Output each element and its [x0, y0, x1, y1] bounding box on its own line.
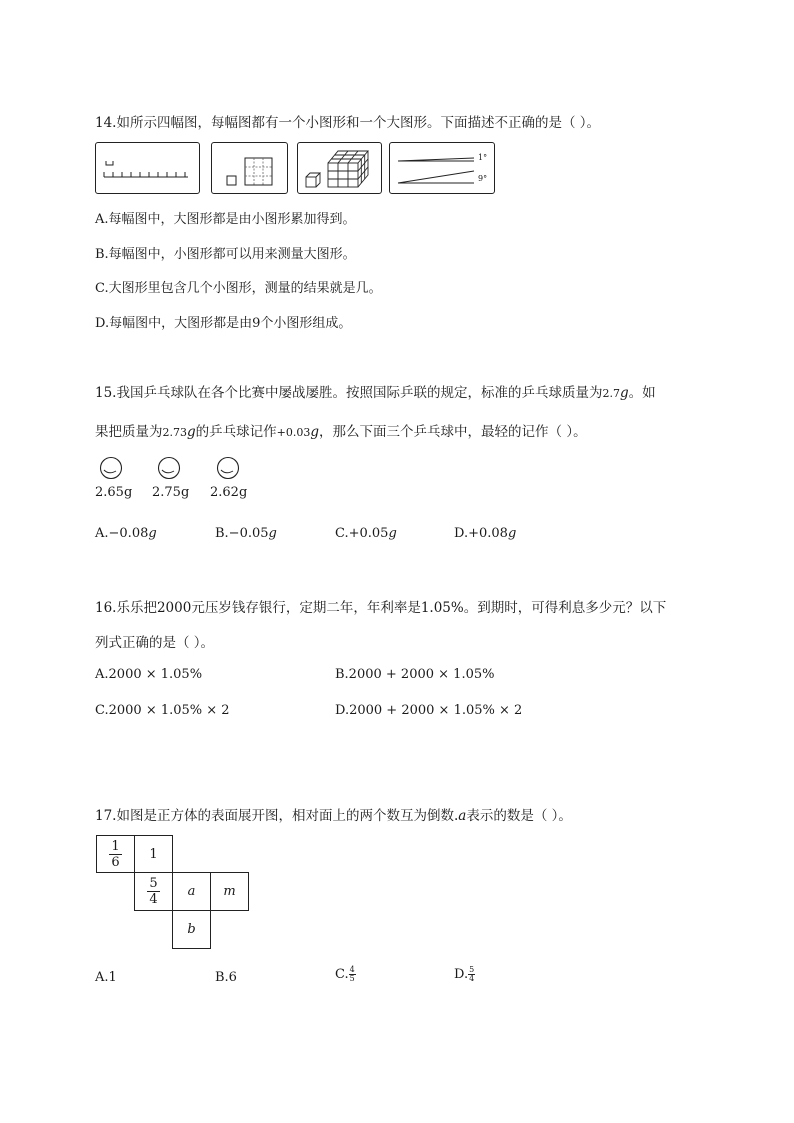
q15-option-c: C.+0.05g — [335, 526, 397, 541]
ruler-icon — [96, 143, 199, 193]
q17-option-c: C. $\frac{4}{5}$ — [335, 965, 355, 983]
q15-option-b: B.−0.05g — [215, 526, 277, 541]
q16-option-d: D.2000 + 2000 × 1.05% × 2 — [335, 703, 523, 718]
ball-mass-3: 2.62g — [210, 485, 248, 500]
q16-stem-line1: 16.乐乐把2000元压岁钱存银行，定期二年，年利率是1.05%。到期时，可得利息多少元？以下 — [95, 600, 667, 616]
angle-label-big: 9° — [478, 174, 488, 183]
q15-stem-line2: 果把质量为2.73g的乒乓球记作+0.03g，那么下面三个乒乓球中，最轻的记作（ ）。 — [95, 424, 587, 440]
q16-option-a: A.2000 × 1.05% — [95, 667, 203, 682]
angle-label-small: 1° — [478, 153, 488, 162]
q15-option-d: D.+0.08g — [454, 526, 517, 541]
q14-figure-volume — [297, 142, 382, 194]
ping-pong-ball-icon — [157, 456, 181, 480]
q17-option-a: A.1 — [95, 970, 117, 985]
net-cell-five-fourths: $\frac{5}{4}$ — [134, 872, 173, 911]
net-cell-m: m — [210, 872, 249, 911]
q16-option-c: C.2000 × 1.05% × 2 — [95, 703, 230, 718]
cube-stack-icon — [298, 143, 381, 193]
ball-mass-2: 2.75g — [152, 485, 190, 500]
ping-pong-ball-icon — [216, 456, 240, 480]
q14-option-c: C.大图形里包含几个小图形，测量的结果就是几。 — [95, 281, 382, 296]
q15-option-a: A.−0.08g — [95, 526, 157, 541]
area-grid-icon — [212, 143, 287, 193]
ping-pong-ball-icon — [99, 456, 123, 480]
q16-option-b: B.2000 + 2000 × 1.05% — [335, 667, 495, 682]
q17-stem: 17.如图是正方体的表面展开图，相对面上的两个数互为倒数.a表示的数是（ ）。 — [95, 808, 572, 824]
q14-figure-angle — [389, 142, 495, 194]
angle-icon — [390, 143, 494, 193]
q14-option-d: D.每幅图中，大图形都是由9个小图形组成。 — [95, 316, 352, 331]
net-cell-b: b — [172, 910, 211, 949]
q14-option-a: A.每幅图中，大图形都是由小图形累加得到。 — [95, 212, 356, 227]
q14-figure-ruler — [95, 142, 200, 194]
net-cell-one: 1 — [134, 835, 173, 873]
q14-stem: 14.如所示四幅图，每幅图都有一个小图形和一个大图形。下面描述不正确的是（ ）。 — [95, 115, 601, 131]
ball-mass-1: 2.65g — [95, 485, 133, 500]
q17-option-b: B.6 — [215, 970, 237, 985]
net-cell-one-sixth: $\frac{1}{6}$ — [96, 835, 135, 873]
q15-stem-line1: 15.我国乒乓球队在各个比赛中屡战屡胜。按照国际乒联的规定，标准的乒乓球质量为2.7g。如 — [95, 385, 656, 401]
q14-figure-area — [211, 142, 288, 194]
q16-stem-line2: 列式正确的是（ ）。 — [95, 635, 215, 651]
net-cell-a: a — [172, 872, 211, 911]
q17-option-d: D. $\frac{5}{4}$ — [454, 965, 475, 983]
q14-option-b: B.每幅图中，小图形都可以用来测量大图形。 — [95, 247, 356, 262]
